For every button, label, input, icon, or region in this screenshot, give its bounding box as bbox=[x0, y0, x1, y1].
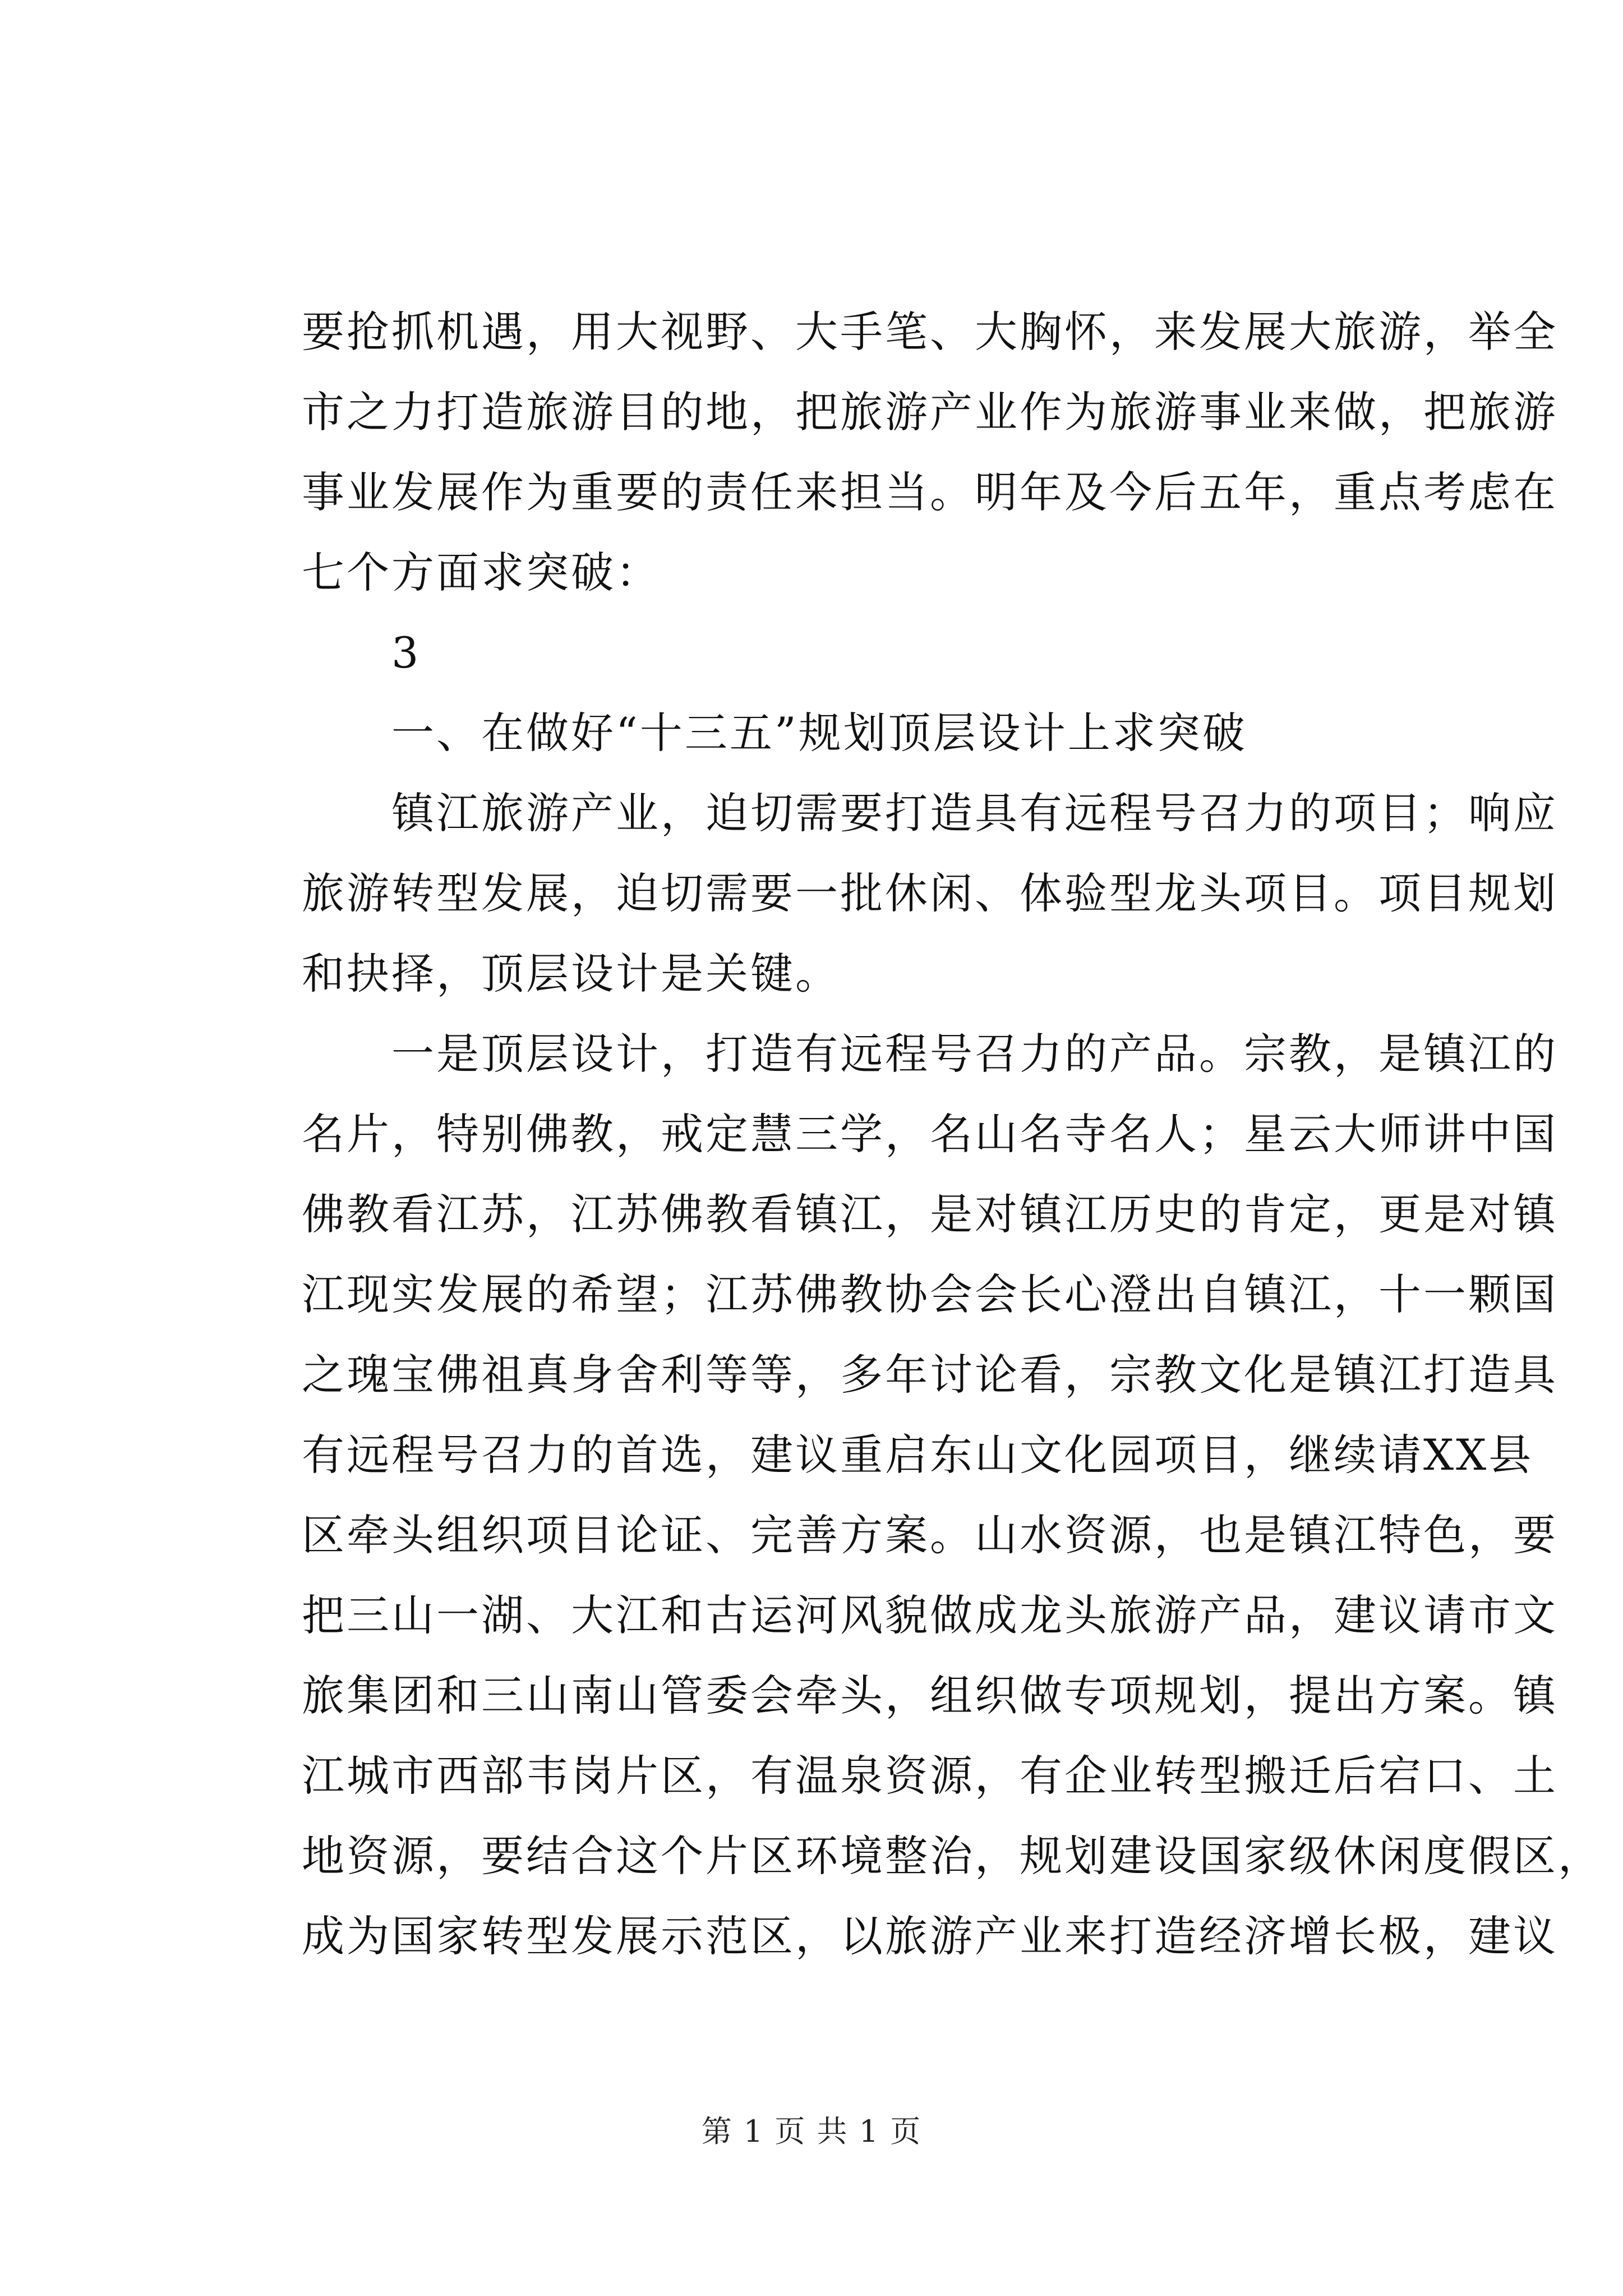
text-line-1: 要抢抓机遇，用大视野、大手笔、大胸怀，来发展大旅游，举全 bbox=[302, 307, 1558, 357]
text-line-13: 江现实发展的希望；江苏佛教协会会长心澄出自镇江，十一颗国 bbox=[302, 1269, 1558, 1319]
text-line-3: 事业发展作为重要的责任来担当。明年及今后五年，重点考虑在 bbox=[302, 467, 1558, 517]
text-line-7: 镇江旅游产业，迫切需要打造具有远程号召力的项目；响应 bbox=[302, 788, 1558, 838]
text-line-8: 旅游转型发展，迫切需要一批休闲、体验型龙头项目。项目规划 bbox=[302, 868, 1558, 918]
text-line-19: 江城市西部韦岗片区，有温泉资源，有企业转型搬迁后宕口、土 bbox=[302, 1751, 1558, 1801]
text-line-16: 区牵头组织项目论证、完善方案。山水资源，也是镇江特色，要 bbox=[302, 1510, 1558, 1560]
text-line-11: 名片，特别佛教，戒定慧三学，名山名寺名人；星云大师讲中国 bbox=[302, 1109, 1558, 1159]
section-heading: 一、在做好“十三五”规划顶层设计上求突破 bbox=[302, 708, 1247, 758]
text-line-5: 3 bbox=[302, 628, 421, 678]
text-line-20: 地资源，要结合这个片区环境整治，规划建设国家级休闲度假区， bbox=[302, 1831, 1603, 1881]
text-line-18: 旅集团和三山南山管委会牵头，组织做专项规划，提出方案。镇 bbox=[302, 1671, 1558, 1720]
text-line-4: 七个方面求突破： bbox=[302, 547, 661, 597]
text-line-10: 一是顶层设计，打造有远程号召力的产品。宗教，是镇江的 bbox=[302, 1029, 1558, 1079]
text-line-12: 佛教看江苏，江苏佛教看镇江，是对镇江历史的肯定，更是对镇 bbox=[302, 1189, 1558, 1239]
text-line-15: 有远程号召力的首选，建议重启东山文化园项目，继续请XX县 bbox=[302, 1430, 1534, 1480]
text-line-14: 之瑰宝佛祖真身舍利等等，多年讨论看，宗教文化是镇江打造具 bbox=[302, 1350, 1558, 1400]
text-line-9: 和抉择，顶层设计是关键。 bbox=[302, 949, 840, 999]
page-footer: 第 1 页 共 1 页 bbox=[701, 2114, 922, 2149]
text-line-2: 市之力打造旅游目的地，把旅游产业作为旅游事业来做，把旅游 bbox=[302, 387, 1558, 437]
text-line-17: 把三山一湖、大江和古运河风貌做成龙头旅游产品，建议请市文 bbox=[302, 1590, 1558, 1640]
text-line-21: 成为国家转型发展示范区，以旅游产业来打造经济增长极，建议 bbox=[302, 1911, 1558, 1961]
body-text bbox=[302, 292, 1603, 1976]
